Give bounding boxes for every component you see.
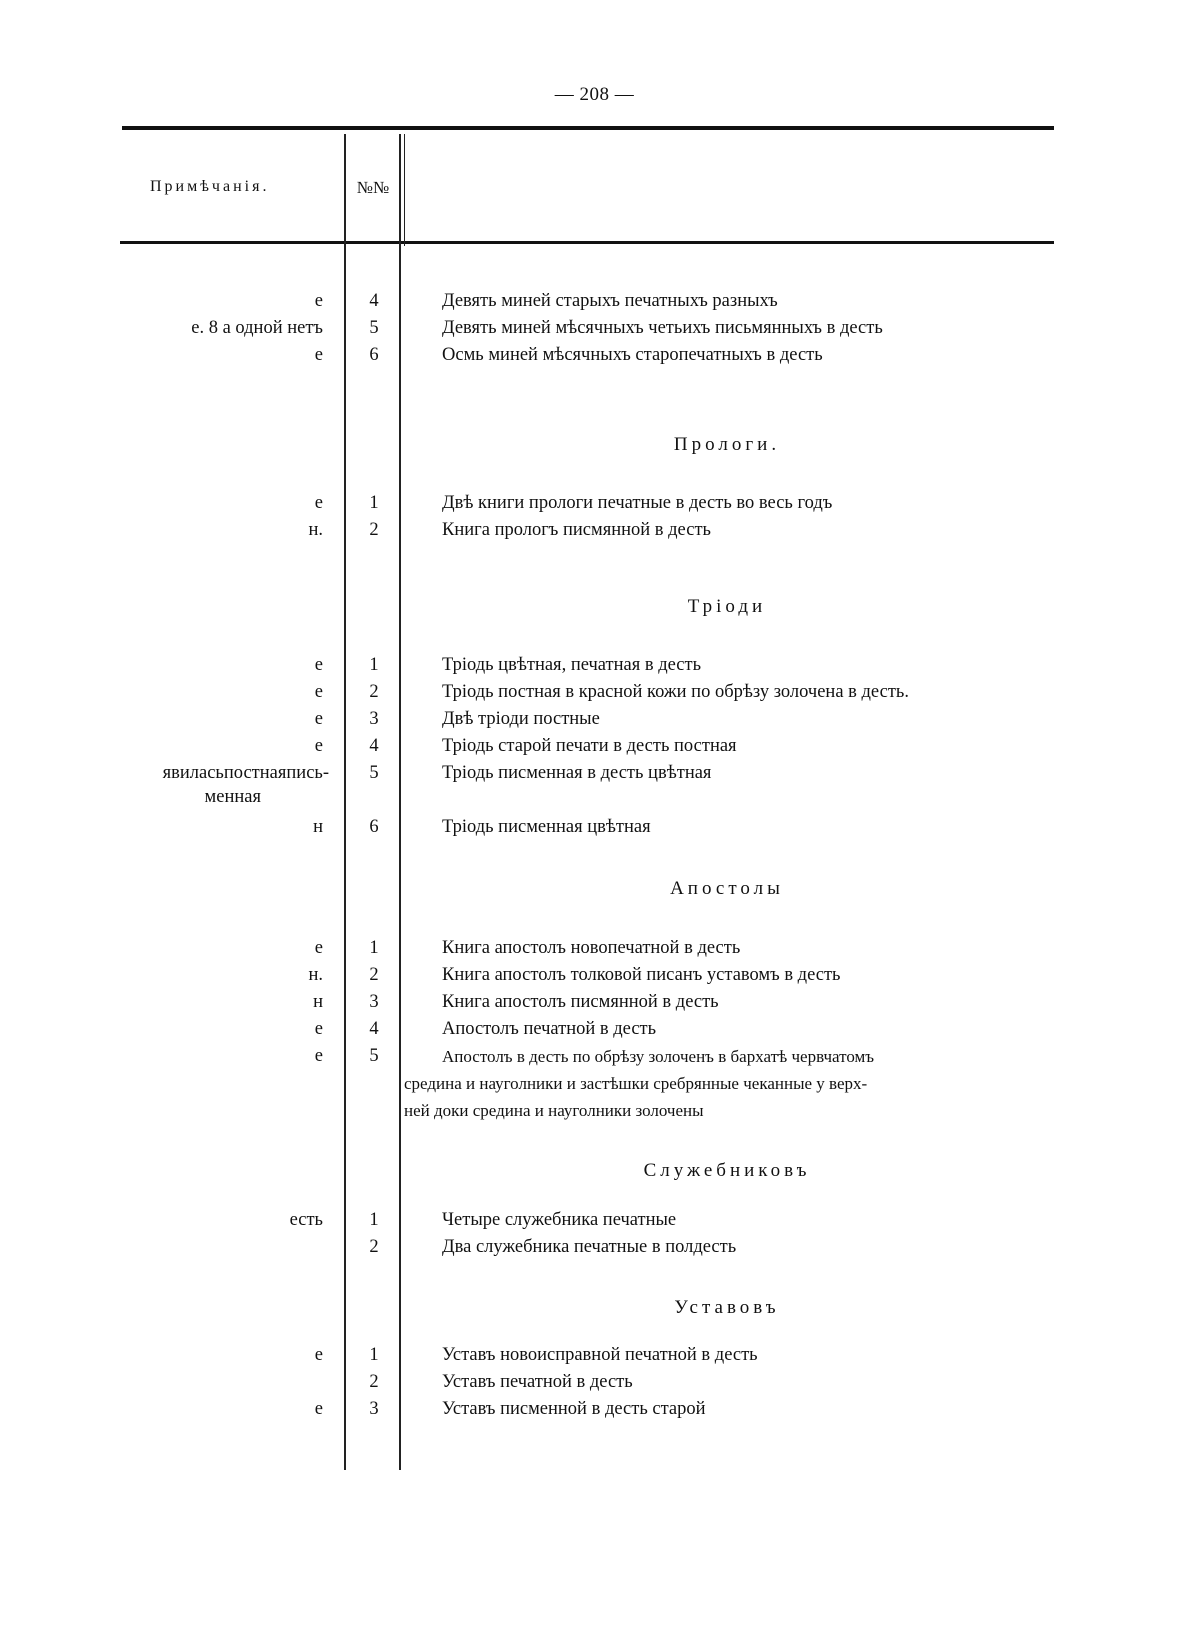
row-text: Уставъ печатной в десть [442, 1372, 633, 1392]
row-note: е [314, 1019, 323, 1039]
row-note: е [314, 655, 323, 675]
top-rule [122, 126, 1054, 130]
section-title-ustavy: Уставовъ [674, 1297, 780, 1318]
row-number: 4 [369, 736, 379, 756]
row-text: Книга прологъ писмянной в десть [442, 520, 711, 540]
row-number: 3 [369, 1399, 379, 1419]
table-row [0, 733, 1189, 760]
table-row [0, 1207, 1189, 1234]
row-text: Тріодь постная в красной кожи по обрѣзу золочена в десть. [442, 682, 909, 702]
table-row [0, 935, 1189, 962]
table-row [0, 652, 1189, 679]
row-number: 2 [369, 965, 379, 985]
row-number: 1 [369, 493, 379, 513]
row-text: Книга апостолъ писмянной в десть [442, 992, 719, 1012]
row-number: 2 [369, 682, 379, 702]
row-number: 2 [369, 1372, 379, 1392]
row-text: Уставъ писменной в десть старой [442, 1399, 706, 1419]
row-text: Тріодь писменная цвѣтная [442, 817, 651, 837]
table-row [0, 1097, 1189, 1124]
table-row [0, 1369, 1189, 1396]
table-row [0, 1016, 1189, 1043]
section-title-triodi: Тріоди [687, 596, 767, 617]
row-text: Осмь миней мѣсячныхъ старопечатныхъ в десть [442, 345, 823, 365]
table-row [0, 814, 1189, 841]
table-row [0, 288, 1189, 315]
row-number: 6 [369, 817, 379, 837]
row-note: е [314, 1345, 323, 1365]
row-number: 3 [369, 992, 379, 1012]
row-note: н. [308, 965, 323, 985]
row-note: е [314, 709, 323, 729]
row-note: е [314, 291, 323, 311]
table-row [0, 784, 1189, 811]
row-number: 1 [369, 1210, 379, 1230]
row-text: Двѣ книги прологи печатные в десть во весь годъ [442, 493, 833, 513]
table-row [0, 679, 1189, 706]
page-number: — 208 — [554, 84, 635, 105]
header-rule [120, 241, 1054, 244]
row-number: 4 [369, 291, 379, 311]
row-note: е [314, 345, 323, 365]
row-number: 4 [369, 1019, 379, 1039]
table-row [0, 517, 1189, 544]
row-note: е [314, 1399, 323, 1419]
row-number: 1 [369, 938, 379, 958]
row-note: е [314, 1046, 323, 1066]
row-number: 1 [369, 655, 379, 675]
row-text: Девять миней мѣсячныхъ четьихъ письмянныхъ в десть [442, 318, 883, 338]
table-row [0, 1396, 1189, 1423]
row-text: Два служебника печатные в полдесть [442, 1237, 737, 1257]
row-text: Книга апостолъ толковой писанъ уставомъ в десть [442, 965, 841, 985]
table-row [0, 1070, 1189, 1097]
row-number: 2 [369, 1237, 379, 1257]
column-header-number: №№ [356, 178, 390, 197]
row-text: средина и науголники и застѣшки сребрянные чеканные у верх- [404, 1074, 868, 1093]
row-number: 3 [369, 709, 379, 729]
row-text: Уставъ новоисправной печатной в десть [442, 1345, 758, 1365]
row-number: 5 [369, 318, 379, 338]
row-text: Апостолъ в десть по обрѣзу золоченъ в бархатѣ червчатомъ [442, 1047, 875, 1066]
row-number: 5 [369, 1046, 379, 1066]
row-note: менная [204, 787, 261, 807]
column-header-notes: Примѣчанія. [150, 178, 270, 195]
row-number: 2 [369, 520, 379, 540]
section-title-apostoly: Апостолы [670, 878, 784, 899]
row-text: Книга апостолъ новопечатной в десть [442, 938, 741, 958]
row-text: Четыре служебника печатные [442, 1210, 677, 1230]
table-row [0, 962, 1189, 989]
row-text: Апостолъ печатной в десть [442, 1019, 657, 1039]
section-title-prologi: Прологи. [673, 434, 781, 455]
row-note: н [313, 992, 323, 1012]
row-note: е. 8 а одной нетъ [191, 318, 323, 338]
row-text: Тріодь старой печати в десть постная [442, 736, 737, 756]
table-row [0, 342, 1189, 369]
row-text: Тріодь писменная в десть цвѣтная [442, 763, 712, 783]
section-title-sluzhebniki: Служебниковъ [643, 1160, 811, 1181]
row-note: е [314, 736, 323, 756]
table-row [0, 1342, 1189, 1369]
table-row [0, 1043, 1189, 1070]
row-note: н [313, 817, 323, 837]
row-note: е [314, 682, 323, 702]
row-number: 1 [369, 1345, 379, 1365]
table-row [0, 490, 1189, 517]
row-number: 5 [369, 763, 379, 783]
row-number: 6 [369, 345, 379, 365]
table-row [0, 760, 1189, 787]
row-text: Тріодь цвѣтная, печатная в десть [442, 655, 702, 675]
table-row [0, 1234, 1189, 1261]
column-divider-number-double [404, 134, 405, 246]
row-note: е [314, 938, 323, 958]
row-note: е [314, 493, 323, 513]
row-text: ней доки средина и науголники золочены [404, 1101, 704, 1120]
row-text: Девять миней старыхъ печатныхъ разныхъ [442, 291, 778, 311]
row-text: Двѣ тріоди постные [442, 709, 600, 729]
row-note: н. [308, 520, 323, 540]
table-row [0, 989, 1189, 1016]
table-row [0, 315, 1189, 342]
row-note: явиласьпостнаяпись- [162, 763, 329, 783]
row-note: есть [289, 1210, 323, 1230]
table-row [0, 706, 1189, 733]
